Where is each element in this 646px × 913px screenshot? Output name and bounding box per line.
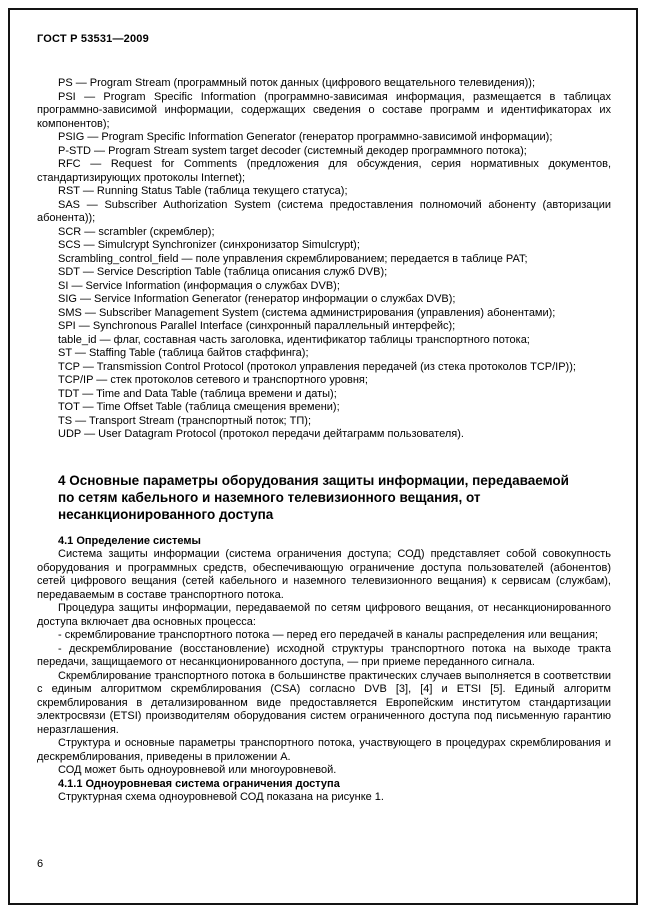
abbreviation-entry: SMS — Subscriber Management System (система администрирования (управления) абонентами); bbox=[58, 306, 556, 319]
abbreviation-entry: table_id — флаг, составная часть заголовка, идентификатор таблицы транспортного потока; bbox=[58, 333, 530, 346]
section-4-1-heading: 4.1 Определение системы bbox=[58, 534, 201, 547]
page-content bbox=[37, 33, 611, 805]
abbreviation-entry: PSI — Program Specific Information (программно-зависимая информация, размещается в таблицах программно-зависимой информации, содержащих сведения о составе программ и идентификаторах их компонентов); bbox=[37, 90, 611, 130]
abbreviation-entry: PSIG — Program Specific Information Generator (генератор программно-зависимой информации); bbox=[58, 131, 553, 143]
abbreviation-entry: SIG — Service Information Generator (генератор информации о службах DVB); bbox=[58, 293, 456, 305]
body-paragraph: - дескремблирование (восстановление) исходной структуры транспортного потока на выходе тракта передачи, защищаемого от несанкционированного доступа, — при приеме переданного сигнала. bbox=[37, 642, 611, 668]
body-paragraph: Структура и основные параметры транспортного потока, участвующего в процедурах скремблирования и дескремблирования, приведены в приложении А. bbox=[37, 737, 611, 763]
section-4-1-body bbox=[37, 548, 611, 778]
body-paragraph: СОД может быть одноуровневой или многоуровневой. bbox=[58, 764, 337, 776]
page-number: 6 bbox=[37, 858, 44, 870]
abbreviation-entry: SCR — scrambler (скремблер); bbox=[58, 225, 215, 238]
section-4-1-1-heading: 4.1.1 Одноуровневая система ограничения доступа bbox=[58, 777, 340, 790]
abbreviation-entry: SCS — Simulcrypt Synchronizer (синхронизатор Simulcrypt); bbox=[58, 239, 360, 251]
abbreviation-entry: SI — Service Information (информация о службах DVB); bbox=[58, 279, 340, 292]
abbreviation-entry: P-STD — Program Stream system target decoder (системный декодер программного потока); bbox=[58, 144, 527, 157]
abbreviation-entry: Scrambling_control_field — поле управления скремблированием; передается в таблице PAT; bbox=[58, 252, 528, 265]
abbreviation-entry: PS — Program Stream (программный поток данных (цифрового вещательного телевидения)); bbox=[58, 77, 536, 89]
abbreviation-entry: TOT — Time Offset Table (таблица смещения времени); bbox=[58, 401, 340, 413]
abbreviation-entry: TS — Transport Stream (транспортный поток; ТП); bbox=[58, 414, 312, 427]
abbreviation-entry: ST — Staffing Table (таблица байтов стаффинга); bbox=[58, 347, 309, 359]
abbreviation-entry: TCP/IP — стек протоколов сетевого и транспортного уровня; bbox=[58, 374, 368, 386]
body-paragraph: - скремблирование транспортного потока — перед его передачей в каналы распределения или вещания; bbox=[58, 629, 598, 641]
abbreviation-entry: TDT — Time and Data Table (таблица времени и даты); bbox=[58, 387, 337, 400]
abbreviation-entry: SAS — Subscriber Authorization System (система предоставления полномочий абоненту (авторизации абонента)); bbox=[37, 198, 611, 224]
abbreviation-entry: SDT — Service Description Table (таблица описания служб DVB); bbox=[58, 266, 388, 278]
body-paragraph: Система защиты информации (система ограничения доступа; СОД) представляет собой совокупность оборудования и программных средств, обеспечивающую ограничение доступа пользователей (абонентов) сетей цифрового вещания (сетей кабельного и наземного телевизионного вещания) к сервисам (службам), передаваемым в составе транспортного потока. bbox=[37, 548, 611, 601]
abbreviation-entry: RFC — Request for Comments (предложения для обсуждения, серия нормативных документов, стандартизирующих протоколы Internet); bbox=[37, 158, 611, 184]
abbreviation-entry: RST — Running Status Table (таблица текущего статуса); bbox=[58, 185, 348, 197]
abbreviation-entry: UDP — User Datagram Protocol (протокол передачи дейтаграмм пользователя). bbox=[58, 428, 464, 440]
body-paragraph: Процедура защиты информации, передаваемой по сетям цифрового вещания, от несанкционированного доступа включает два основных процесса: bbox=[37, 602, 611, 628]
document-header-gost-number: ГОСТ Р 53531—2009 bbox=[37, 33, 149, 45]
section-4-heading: 4 Основные параметры оборудования защиты информации, передаваемой по сетям кабельного и наземного телевизионного вещания, от несанкционированного доступа bbox=[58, 472, 569, 522]
body-paragraph: Скремблирование транспортного потока в большинстве практических случаев выполняется в соответствии с единым алгоритмом скремблирования (CSA) согласно DVB [3], [4] и ETSI [5]. Единый алгоритм скремблирования в детализированном виде предоставляется Европейским институтом стандартизации электросвязи (ETSI) производителям оборудования систем ограниченного доступа под письменную гарантию неразглашения. bbox=[37, 669, 611, 736]
section-4-1-1-paragraph: Структурная схема одноуровневой СОД показана на рисунке 1. bbox=[58, 791, 384, 803]
abbreviation-entry: TCP — Transmission Control Protocol (протокол управления передачей (из стека протоколов TCP/IP)); bbox=[58, 360, 576, 373]
abbreviation-entry: SPI — Synchronous Parallel Interface (синхронный параллельный интерфейс); bbox=[58, 320, 456, 332]
abbreviation-list bbox=[37, 77, 611, 442]
